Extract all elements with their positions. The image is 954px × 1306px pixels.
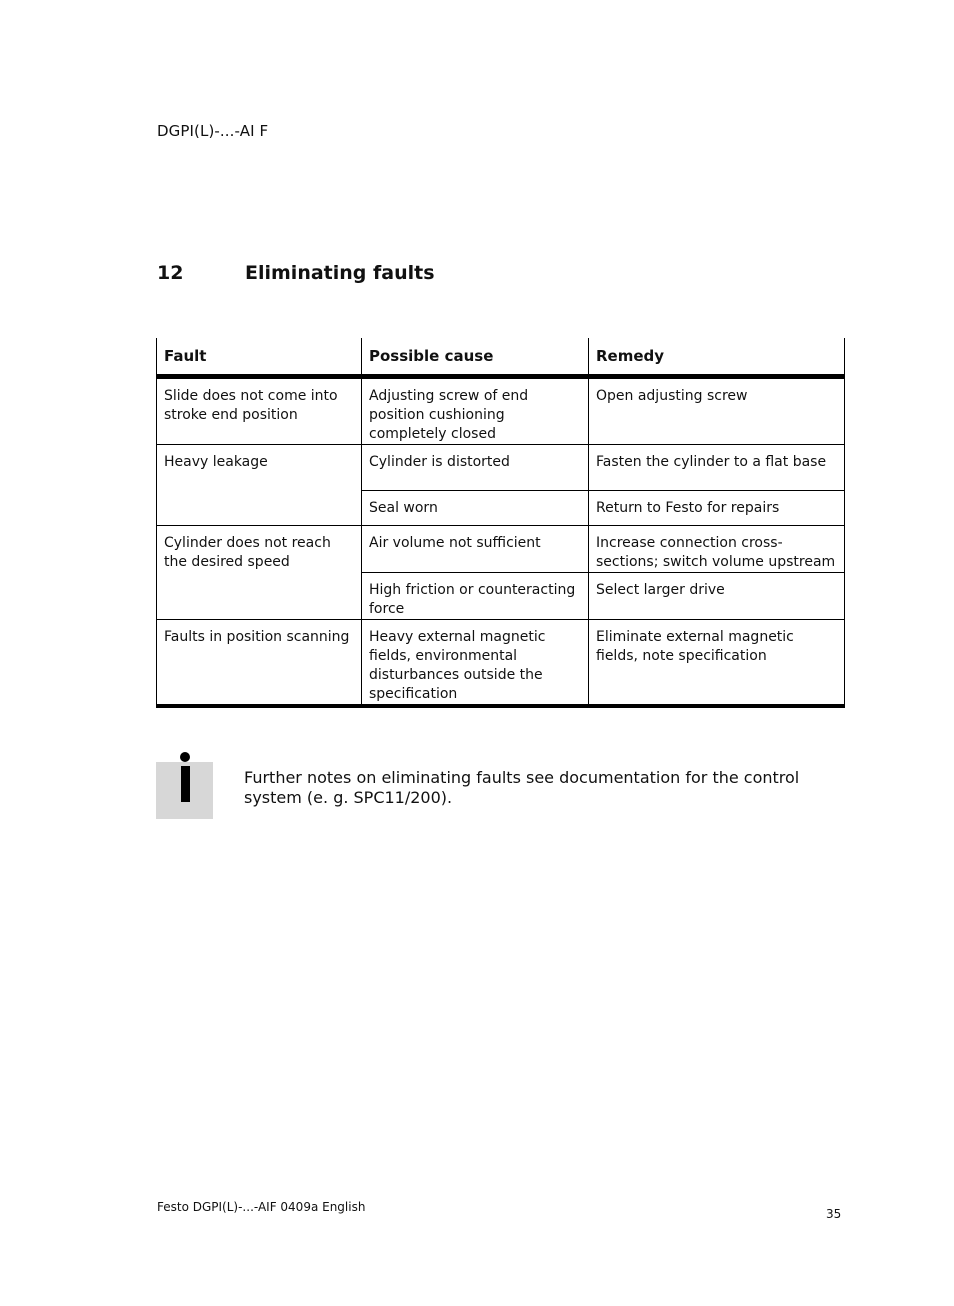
remedy-cell: Open adjusting screw	[589, 376, 845, 444]
remedy-cell: Eliminate external magnetic fields, note specification	[589, 619, 845, 706]
info-icon-stem	[181, 766, 190, 802]
table-row	[157, 376, 845, 444]
fault-cell: Faults in position scanning	[157, 619, 362, 706]
remedy-cell: Return to Festo for repairs	[589, 490, 845, 525]
fault-cell: Slide does not come into stroke end position	[157, 376, 362, 444]
note-text: Further notes on eliminating faults see documentation for the control system (e. g. SPC11/200).	[244, 768, 800, 807]
remedy-cell: Select larger drive	[589, 572, 845, 619]
cause-cell: Heavy external magnetic fields, environmental disturbances outside the specification	[362, 619, 589, 706]
footer-document-info: Festo DGPI(L)-...-AIF 0409a English	[157, 1200, 366, 1214]
table-header-row	[157, 338, 845, 376]
column-header-cause: Possible cause	[362, 338, 589, 376]
remedy-cell: Increase connection cross-sections; switch volume upstream	[589, 525, 845, 572]
table-row	[157, 444, 845, 490]
cause-cell: Cylinder is distorted	[362, 444, 589, 490]
remedy-cell: Fasten the cylinder to a flat base	[589, 444, 845, 490]
page-number: 35	[826, 1207, 842, 1221]
info-icon	[156, 752, 213, 819]
section-number: 12	[157, 262, 184, 284]
column-header-remedy: Remedy	[589, 338, 845, 376]
cause-cell: Adjusting screw of end position cushioning completely closed	[362, 376, 589, 444]
fault-cell: Heavy leakage	[157, 444, 362, 525]
table-row	[157, 619, 845, 706]
section-heading	[157, 262, 435, 284]
cause-cell: Seal worn	[362, 490, 589, 525]
fault-cell: Cylinder does not reach the desired speed	[157, 525, 362, 619]
cause-cell: Air volume not sufficient	[362, 525, 589, 572]
cause-cell: High friction or counteracting force	[362, 572, 589, 619]
table-row	[157, 525, 845, 572]
column-header-fault: Fault	[157, 338, 362, 376]
fault-table	[156, 338, 845, 708]
section-title: Eliminating faults	[245, 262, 435, 284]
info-icon-dot	[180, 752, 190, 762]
document-code: DGPI(L)-...-AI F	[157, 122, 269, 140]
